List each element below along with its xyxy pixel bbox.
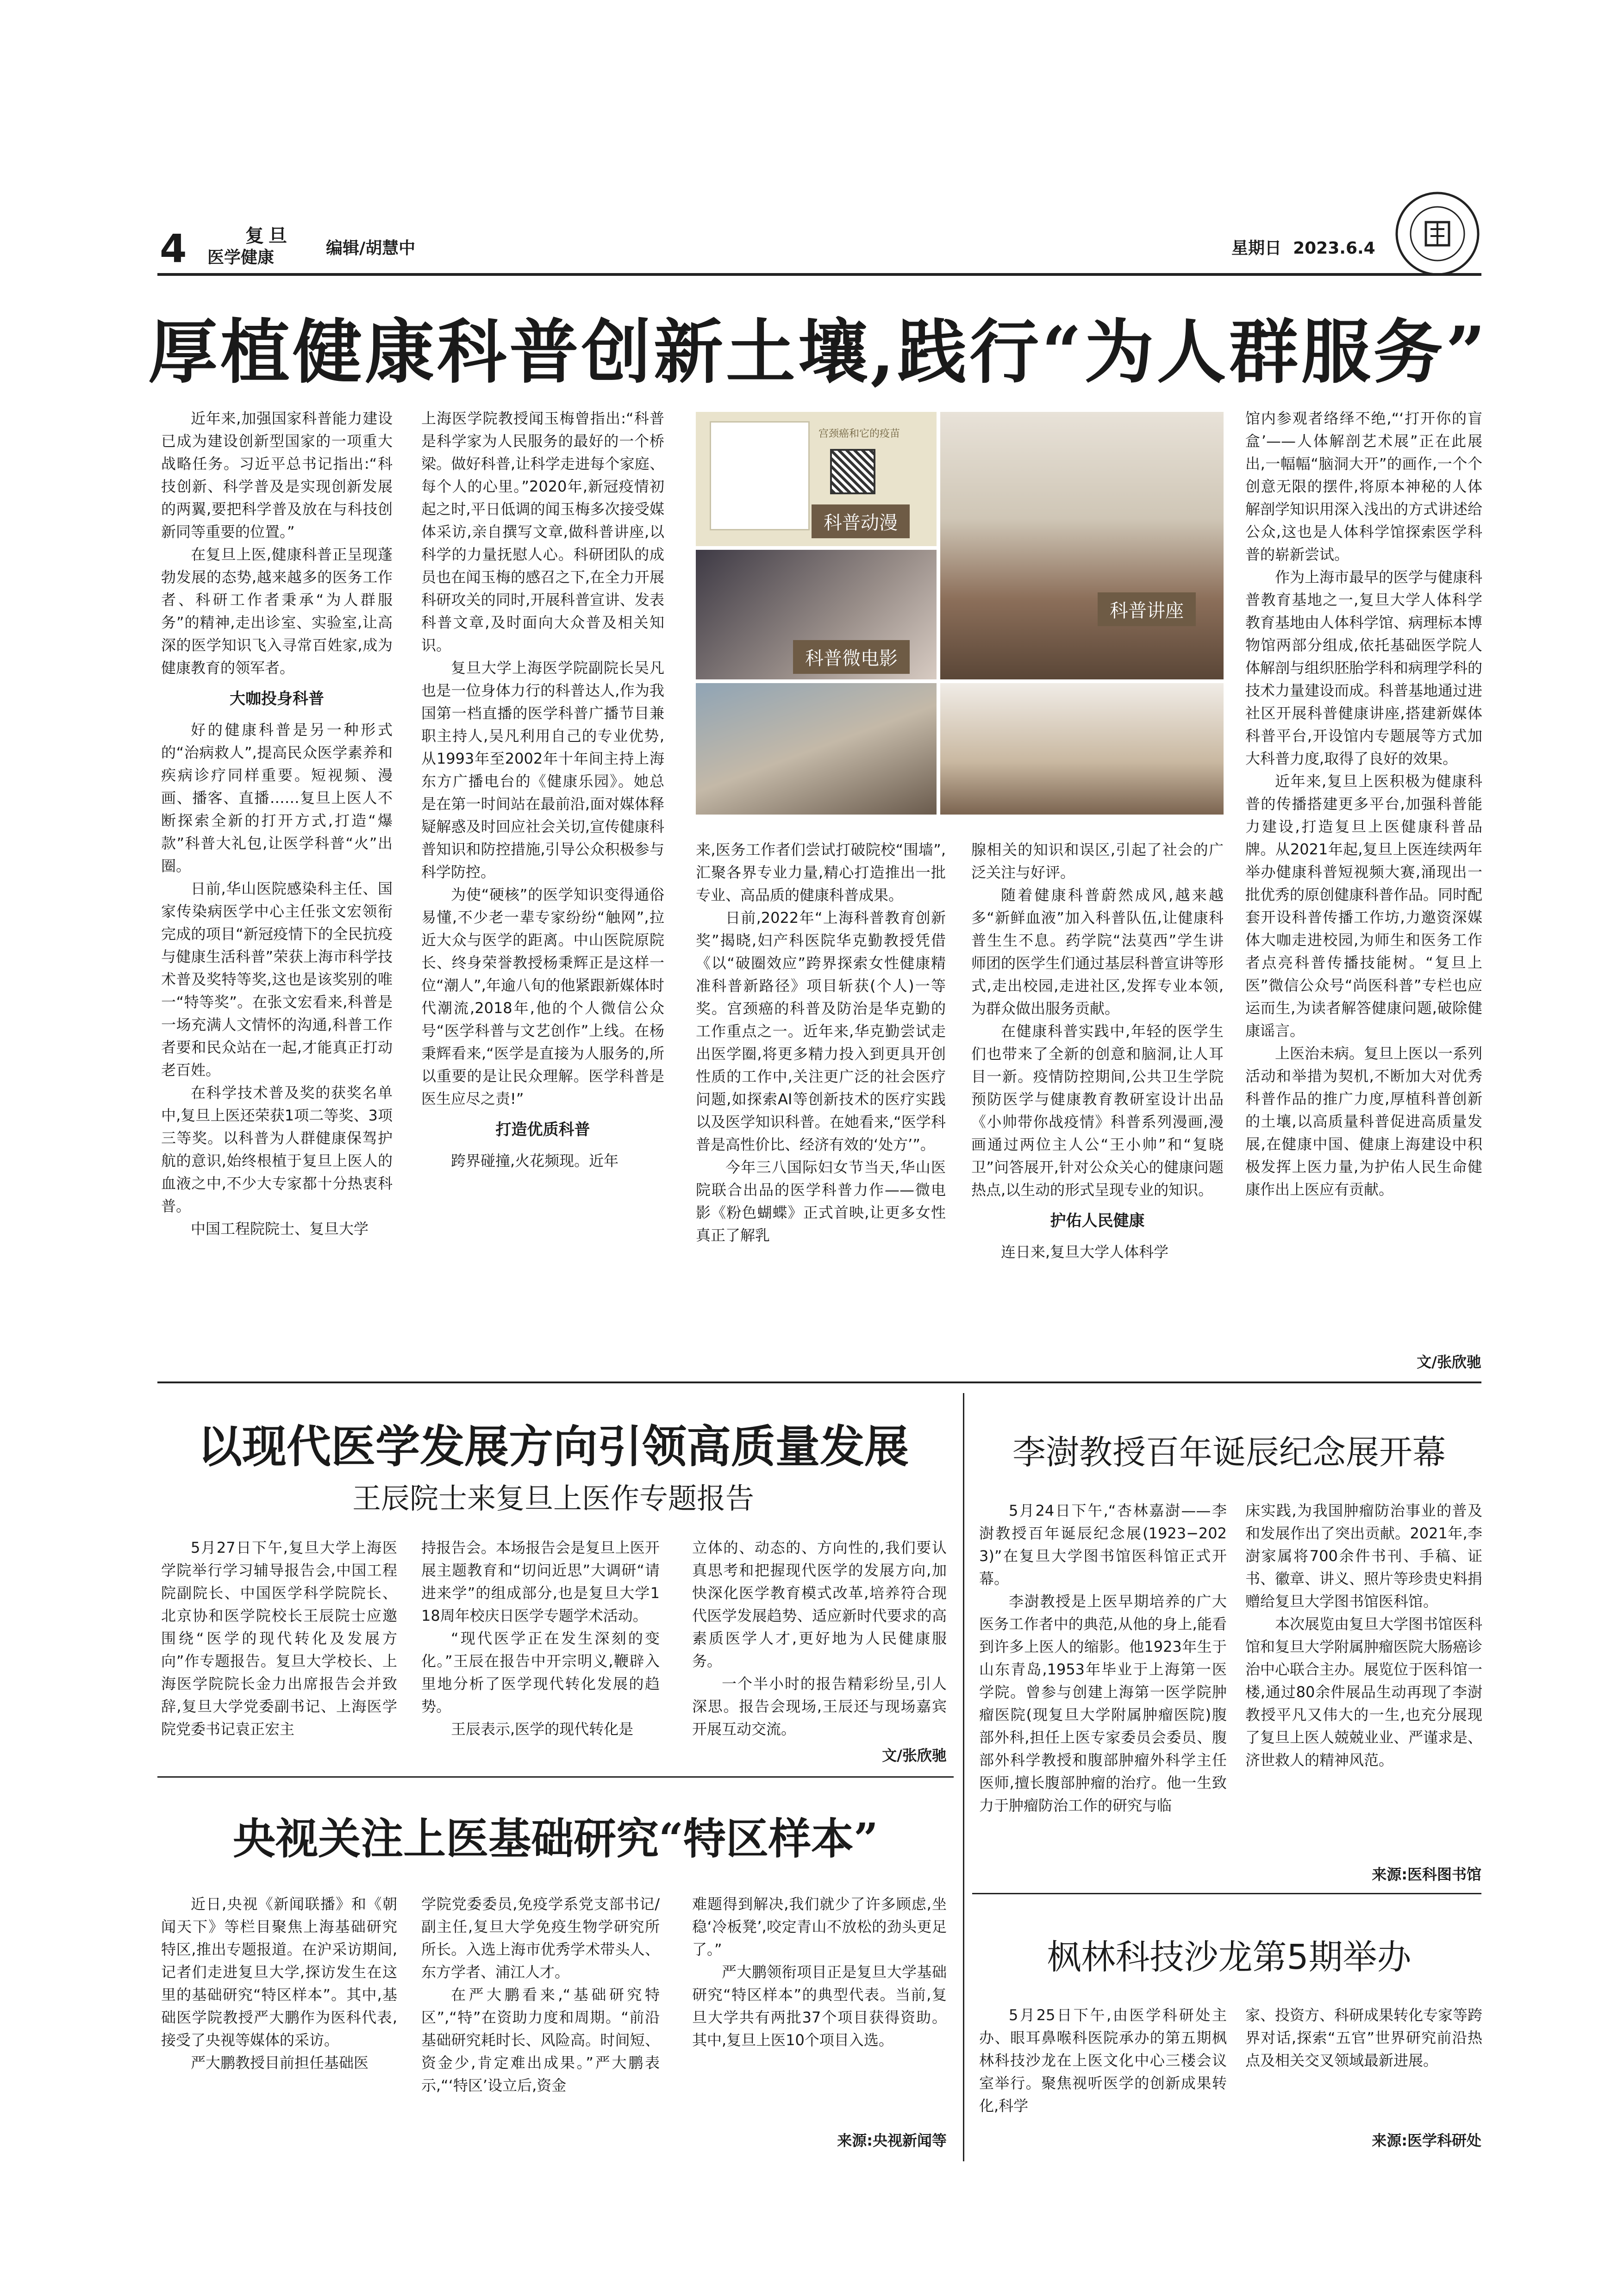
article4-column-3 <box>692 1893 947 2120</box>
article2-byline: 文/张欣驰 <box>882 1747 947 1764</box>
article3-headline: 李澍教授百年诞辰纪念展开幕 <box>1012 1433 1446 1472</box>
exhibit-photo <box>696 683 937 815</box>
paragraph: 学院党委委员,免疫学系党支部书记/副主任,复旦大学免疫生物学研究所所长。入选上海市优秀学术带头人、东方学者、浦江人才。 <box>421 1895 660 1981</box>
issue-date: 星期日 2023.6.4 <box>1231 239 1375 258</box>
paragraph: 中国工程院院士、复旦大学 <box>191 1220 369 1238</box>
paragraph: 一个半小时的报告精彩纷呈,引人深思。报告会现场,王辰还与现场嘉宾开展互动交流。 <box>692 1675 947 1738</box>
section-rule <box>157 1776 954 1778</box>
comic-panel <box>710 421 810 530</box>
paragraph: 床实践,为我国肿瘤防治事业的普及和发展作出了突出贡献。2021年,李澍家属将700余件书刊、手稿、证书、徽章、讲义、照片等珍贵史料捐赠给复旦大学图书馆医科馆。 <box>1245 1502 1483 1610</box>
masthead-rule <box>157 273 1481 276</box>
article1-column-4 <box>971 839 1224 1371</box>
paragraph: 近年来,复旦上医积极为健康科普的传播搭建更多平台,加强科普能力建设,打造复旦上医健康科普品牌。从2021年起,复旦上医连续两年举办健康科普短视频大赛,涌现出一批优秀的原创健康科普作品。同时配套开设科普传播工作坊,力邀资深媒体大咖走进校园,为师生和医务工作者点亮科普传播技能树。“复旦上医”微信公众号“尚医科普”专栏也应运而生,为读者解答健康问题,破除健康谣言。 <box>1245 772 1483 1039</box>
main-headline: 厚植健康科普创新土壤,践行“为人群服务” <box>148 311 1488 393</box>
article1-column-5 <box>1245 407 1482 1347</box>
paragraph: 王辰表示,医学的现代转化是 <box>451 1720 634 1738</box>
section-rule <box>972 1893 1481 1894</box>
article4-byline: 来源:央视新闻等 <box>837 2132 947 2149</box>
page-number: 4 <box>160 226 187 271</box>
paragraph: 日前,华山医院感染科主任、国家传染病医学中心主任张文宏领衔完成的项目“新冠疫情下的全民抗疫与健康生活科普”荣获上海市科学技术普及奖特等奖,这也是该奖别的唯一“特等奖”。在张文宏看来,科普是一场充满人文情怀的沟通,科普工作者要和民众站在一起,才能真正打动老百姓。 <box>161 880 393 1079</box>
article5-byline: 来源:医学科研处 <box>1372 2132 1481 2149</box>
article4-column-2 <box>421 1893 660 2152</box>
subheading: 打造优质科普 <box>495 1120 590 1139</box>
article3-column-2 <box>1245 1500 1482 1842</box>
paragraph: 腺相关的知识和误区,引起了社会的广泛关注与好评。 <box>971 841 1224 881</box>
paragraph: 来,医务工作者们尝试打破院校“围墙”,汇聚各界专业力量,精心打造推出一批专业、高品质的健康科普成果。 <box>696 841 946 904</box>
article2-column-3 <box>692 1537 947 1738</box>
university-seal-logo <box>1393 190 1481 278</box>
article3-column-1 <box>979 1500 1227 1884</box>
paragraph: 严大鹏教授目前担任基础医 <box>191 2054 369 2072</box>
paragraph: 近年来,加强国家科普能力建设已成为建设创新型国家的一项重大战略任务。习近平总书记指出:“科技创新、科学普及是实现创新发展的两翼,要把科学普及放在与科技创新同等重要的位置。” <box>161 410 393 541</box>
hall-photo <box>940 683 1224 815</box>
paragraph: 家、投资方、科研成果转化专家等跨界对话,探索“五官”世界研究前沿热点及相关交叉领域最新进展。 <box>1245 2006 1483 2069</box>
paragraph: 跨界碰撞,火花频现。近年 <box>451 1152 619 1170</box>
section-name: 医学健康 <box>207 248 275 267</box>
photo-collage <box>696 412 1224 815</box>
paragraph: 在严大鹏看来,“基础研究特区”,“特”在资助力度和周期。“前沿基础研究耗时长、风险高。时间短、资金少,肯定难出成果。”严大鹏表示,“‘特区’设立后,资金 <box>421 1986 660 2094</box>
paragraph: 在健康科普实践中,年轻的医学生们也带来了全新的创意和脑洞,让人耳目一新。疫情防控期间,公共卫生学院预防医学与健康教育教研室设计出品《小帅带你战疫情》科普系列漫画,漫画通过两位主人公“王小帅”和“复晓卫”问答展开,针对公众关心的健康问题热点,以生动的形式呈现专业的知识。 <box>971 1022 1224 1199</box>
paragraph: “现代医学正在发生深刻的变化。”王辰在报告中开宗明义,鞭辟入里地分析了医学现代转化发展的趋势。 <box>421 1630 660 1715</box>
paragraph: 立体的、动态的、方向性的,我们要认真思考和把握现代医学的发展方向,加快深化医学教育模式改革,培养符合现代医学发展趋势、适应新时代要求的高素质医学人才,更好地为人民健康服务。 <box>692 1539 947 1670</box>
article4-column-1 <box>161 1893 397 2152</box>
paragraph: 好的健康科普是另一种形式的“治病救人”,提高民众医学素养和疾病诊疗同样重要。短视频、漫画、播客、直播……复旦上医人不断探索全新的打开方式,打造“爆款”科普大礼包,让医学科普“火”出圈。 <box>161 721 393 875</box>
paragraph: 复旦大学上海医学院副院长吴凡也是一位身体力行的科普达人,作为我国第一档直播的医学科普广播节目兼职主持人,吴凡利用自己的专业优势,从1993年至2002年十年间主持上海东方广播电台的《健康乐园》。她总是在第一时间站在最前沿,面对媒体释疑解惑及时回应社会关切,宣传健康科普知识和防控措施,引导公众积极参与科学防控。 <box>421 659 664 881</box>
article1-column-2 <box>421 407 664 1370</box>
column-divider <box>963 1393 964 2161</box>
paragraph: 今年三八国际妇女节当天,华山医院联合出品的医学科普力作——微电影《粉色蝴蝶》正式首映,让更多女性真正了解乳 <box>696 1158 946 1244</box>
article1-column-1 <box>161 407 393 1370</box>
paragraph: 在复旦上医,健康科普正呈现蓬勃发展的态势,越来越多的医务工作者、科研工作者秉承“为人群服务”的精神,走出诊室、实验室,让高深的医学知识飞入寻常百姓家,成为健康教育的领军者。 <box>161 546 393 677</box>
article3-byline: 来源:医科图书馆 <box>1372 1866 1481 1883</box>
poster-text: 宫颈癌和它的疫苗 <box>818 428 900 440</box>
article2-subheadline: 王辰院士来复旦上医作专题报告 <box>352 1481 754 1515</box>
article5-column-2 <box>1245 2004 1482 2120</box>
paper-name: 复旦 <box>245 225 292 247</box>
movie-photo <box>696 550 937 679</box>
qr-code-icon <box>830 449 875 494</box>
article5-column-1 <box>979 2004 1227 2143</box>
paragraph: 持报告会。本场报告会是复旦上医开展主题教育和“切问近思”大调研“请进来学”的组成部分,也是复旦大学118周年校庆日医学专题学术活动。 <box>421 1539 660 1624</box>
paragraph: 上海医学院教授闻玉梅曾指出:“科普是科学家为人民服务的最好的一个桥梁。做好科普,让科学走进每个家庭、每个人的心里。”2020年,新冠疫情初起之时,平日低调的闻玉梅多次接受媒体采访,亲自撰写文章,做科普讲座,以科学的力量抚慰人心。科研团队的成员也在闻玉梅的感召之下,在全力开展科研攻关的同时,开展科普宣讲、发表科普文章,及时面向大众普及相关知识。 <box>421 410 664 654</box>
paragraph: 近日,央视《新闻联播》和《朝闻天下》等栏目聚焦上海基础研究特区,推出专题报道。在沪采访期间,记者们走进复旦大学,探访发生在这里的基础研究“特区样本”。其中,基础医学院教授严大鹏作为医科代表,接受了央视等媒体的采访。 <box>161 1895 397 2049</box>
article2-column-1 <box>161 1537 397 1763</box>
paragraph: 本次展览由复旦大学图书馆医科馆和复旦大学附属肿瘤医院大肠癌诊治中心联合主办。展览位于医科馆一楼,通过80余件展品生动再现了李澍教授平凡又伟大的一生,也充分展现了复旦上医人兢兢业业、严谨求是、济世救人的精神风范。 <box>1245 1615 1483 1769</box>
lecture-photo <box>940 412 1224 679</box>
paragraph: 严大鹏领衔项目正是复旦大学基础研究“特区样本”的典型代表。当前,复旦大学共有两批37个项目获得资助。其中,复旦上医10个项目入选。 <box>692 1963 947 2049</box>
paragraph: 在科学技术普及奖的获奖名单中,复旦上医还荣获1项二等奖、3项三等奖。以科普为人群健康保驾护航的意识,始终根植于复旦上医人的血液之中,不少大专家都十分热衷科普。 <box>161 1084 393 1215</box>
photo-label-lecture: 科普讲座 <box>1098 592 1196 626</box>
subheading: 大咖投身科普 <box>230 690 324 708</box>
article2-column-2 <box>421 1537 660 1763</box>
editor-credit: 编辑/胡慧中 <box>326 239 416 258</box>
article5-headline: 枫林科技沙龙第5期举办 <box>1047 1937 1412 1977</box>
paragraph: 馆内参观者络绎不绝,“‘打开你的盲盒’——人体解剖艺术展”正在此展出,一幅幅“脑洞大开”的画作,一个个创意无限的摆件,将原本神秘的人体解剖学知识用深入浅出的方式讲述给公众,这也是人体科学馆探索医学科普的崭新尝试。 <box>1245 410 1483 563</box>
paragraph: 5月27日下午,复旦大学上海医学院举行学习辅导报告会,中国工程院副院长、中国医学科学院院长、北京协和医学院校长王辰院士应邀围绕“医学的现代转化及发展方向”作专题报告。复旦大学校长、上海医学院院长金力出席报告会并致辞,复旦大学党委副书记、上海医学院党委书记袁正宏主 <box>161 1539 397 1738</box>
article4-headline: 央视关注上医基础研究“特区样本” <box>233 1814 878 1864</box>
paragraph: 难题得到解决,我们就少了许多顾虑,坐稳‘冷板凳’,咬定青山不放松的劲头更足了。” <box>692 1895 947 1958</box>
paragraph: 上医治未病。复旦上医以一系列活动和举措为契机,不断加大对优秀科普作品的推广力度,厚植科普创新的土壤,以高质量科普促进高质量发展,在健康中国、健康上海建设中积极发挥上医力量,为护佑人民生命健康作出上医应有贡献。 <box>1245 1045 1483 1198</box>
photo-label-comic: 科普动漫 <box>812 504 910 538</box>
paragraph: 李澍教授是上医早期培养的广大医务工作者中的典范,从他的身上,能看到许多上医人的缩影。他1923年生于山东青岛,1953年毕业于上海第一医学院。曾参与创建上海第一医学院肿瘤医院(现复旦大学附属肿瘤医院)腹部外科,担任上医专家委员会委员、腹部外科学教授和腹部肿瘤外科学主任医师,擅长腹部肿瘤的治疗。他一生致力于肿瘤防治工作的研究与临 <box>979 1593 1227 1814</box>
subheading: 护佑人民健康 <box>1050 1212 1145 1230</box>
paragraph: 5月24日下午,“杏林嘉澍——李澍教授百年诞辰纪念展(1923−2023)”在复旦大学图书馆医科馆正式开幕。 <box>979 1502 1227 1587</box>
paragraph: 随着健康科普蔚然成风,越来越多“新鲜血液”加入科普队伍,让健康科普生生不息。药学院“法莫西”学生讲师团的医学生们通过基层科普宣讲等形式,走出校园,走进社区,发挥专业本领,为群众做出服务贡献。 <box>971 886 1224 1017</box>
photo-label-movie: 科普微电影 <box>793 640 910 674</box>
paragraph: 连日来,复旦大学人体科学 <box>1001 1243 1169 1261</box>
article1-byline: 文/张欣驰 <box>1417 1353 1481 1371</box>
section-rule <box>157 1381 1481 1383</box>
article2-headline: 以现代医学发展方向引领高质量发展 <box>198 1420 909 1473</box>
article1-column-3 <box>696 839 946 1371</box>
paragraph: 日前,2022年“上海科普教育创新奖”揭晓,妇产科医院华克勤教授凭借《以“破圈效应”跨界探索女性健康精准科普新路径》项目斩获(个人)一等奖。宫颈癌的科普及防治是华克勤的工作重点之一。近年来,华克勤尝试走出医学圈,将更多精力投入到更具开创性质的工作中,关注更广泛的社会医疗问题,如探索AI等创新技术的医疗实践以及医学知识科普。在她看来,“医学科普是高性价比、经济有效的‘处方’”。 <box>696 909 946 1153</box>
paragraph: 为使“硬核”的医学知识变得通俗易懂,不少老一辈专家纷纷“触网”,拉近大众与医学的距离。中山医院原院长、终身荣誉教授杨秉辉正是这样一位“潮人”,年逾八旬的他紧跟新媒体时代潮流,2018年,他的个人微信公众号“医学科普与文艺创作”上线。在杨秉辉看来,“医学是直接为人服务的,所以重要的是让民众理解。医学科普是医生应尽之责!” <box>421 886 664 1108</box>
paragraph: 5月25日下午,由医学科研处主办、眼耳鼻喉科医院承办的第五期枫林科技沙龙在上医文化中心三楼会议室举行。聚焦视听医学的创新成果转化,科学 <box>979 2006 1227 2115</box>
paragraph: 作为上海市最早的医学与健康科普教育基地之一,复旦大学人体科学教育基地由人体科学馆、病理标本博物馆两部分组成,依托基础医学院人体解剖与组织胚胎学科和病理学科的技术力量建设而成。科普基地通过进社区开展科普健康讲座,搭建新媒体科普平台,开设馆内专题展等方式加大科普力度,取得了良好的效果。 <box>1245 568 1483 767</box>
comic-photo <box>696 412 937 546</box>
